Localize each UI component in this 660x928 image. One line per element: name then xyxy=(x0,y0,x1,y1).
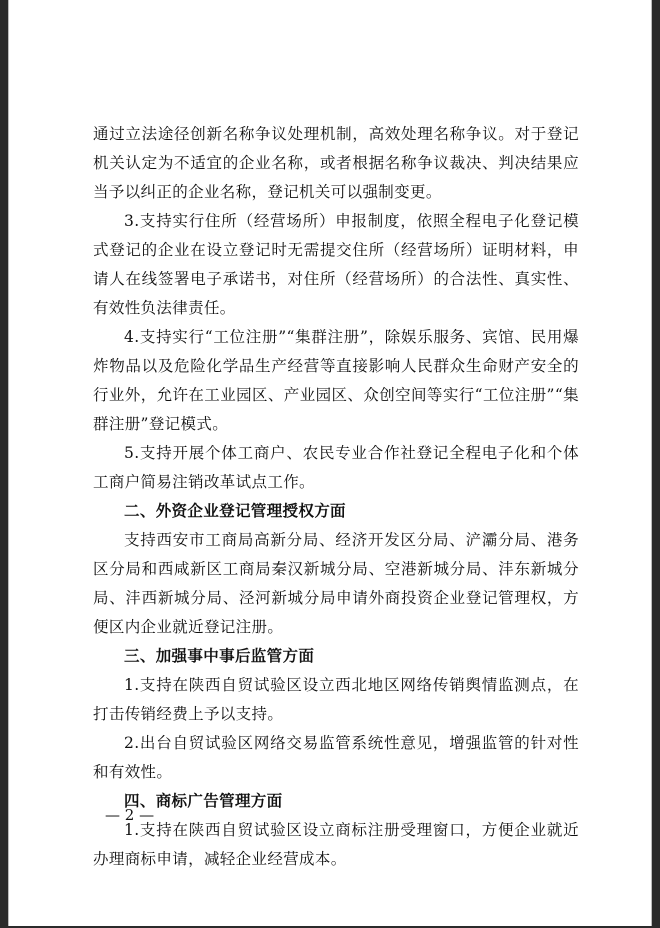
section-heading: 二、外资企业登记管理授权方面 xyxy=(124,502,346,520)
body-paragraph: 3.支持实行住所（经营场所）申报制度，依照全程电子化登记模式登记的企业在设立登记时无需提交住所（经营场所）证明材料，申请人在线签署电子承诺书，对住所（经营场所）的合法性、真实性、有效性负法律责任。 xyxy=(93,212,579,317)
section-heading: 三、加强事中事后监管方面 xyxy=(124,647,315,665)
page-number: — 2 — xyxy=(105,806,155,824)
body-paragraph: 2.出台自贸试验区网络交易监管系统性意见，增强监管的针对性和有效性。 xyxy=(93,734,579,781)
document-page xyxy=(8,0,652,926)
body-paragraph: 支持西安市工商局高新分局、经济开发区分局、浐灞分局、港务区分局和西咸新区工商局秦汉新城分局、空港新城分局、沣东新城分局、沣西新城分局、泾河新城分局申请外商投资企业登记管理权，方便区内企业就近登记注册。 xyxy=(93,531,579,636)
body-paragraph: 1.支持在陕西自贸试验区设立商标注册受理窗口，方便企业就近办理商标申请，减轻企业经营成本。 xyxy=(93,821,579,868)
document-body xyxy=(93,120,579,874)
body-paragraph: 1.支持在陕西自贸试验区设立西北地区网络传销舆情监测点，在打击传销经费上予以支持。 xyxy=(93,676,579,723)
section-heading: 四、商标广告管理方面 xyxy=(124,792,283,810)
body-paragraph: 5.支持开展个体工商户、农民专业合作社登记全程电子化和个体工商户简易注销改革试点工作。 xyxy=(93,444,579,491)
body-paragraph: 4.支持实行“工位注册”“集群注册”，除娱乐服务、宾馆、民用爆炸物品以及危险化学品生产经营等直接影响人民群众生命财产安全的行业外，允许在工业园区、产业园区、众创空间等实行“工位注册”“集群注册”登记模式。 xyxy=(93,328,579,433)
body-paragraph: 通过立法途径创新名称争议处理机制，高效处理名称争议。对于登记机关认定为不适宜的企业名称，或者根据名称争议裁决、判决结果应当予以纠正的企业名称，登记机关可以强制变更。 xyxy=(93,125,579,201)
